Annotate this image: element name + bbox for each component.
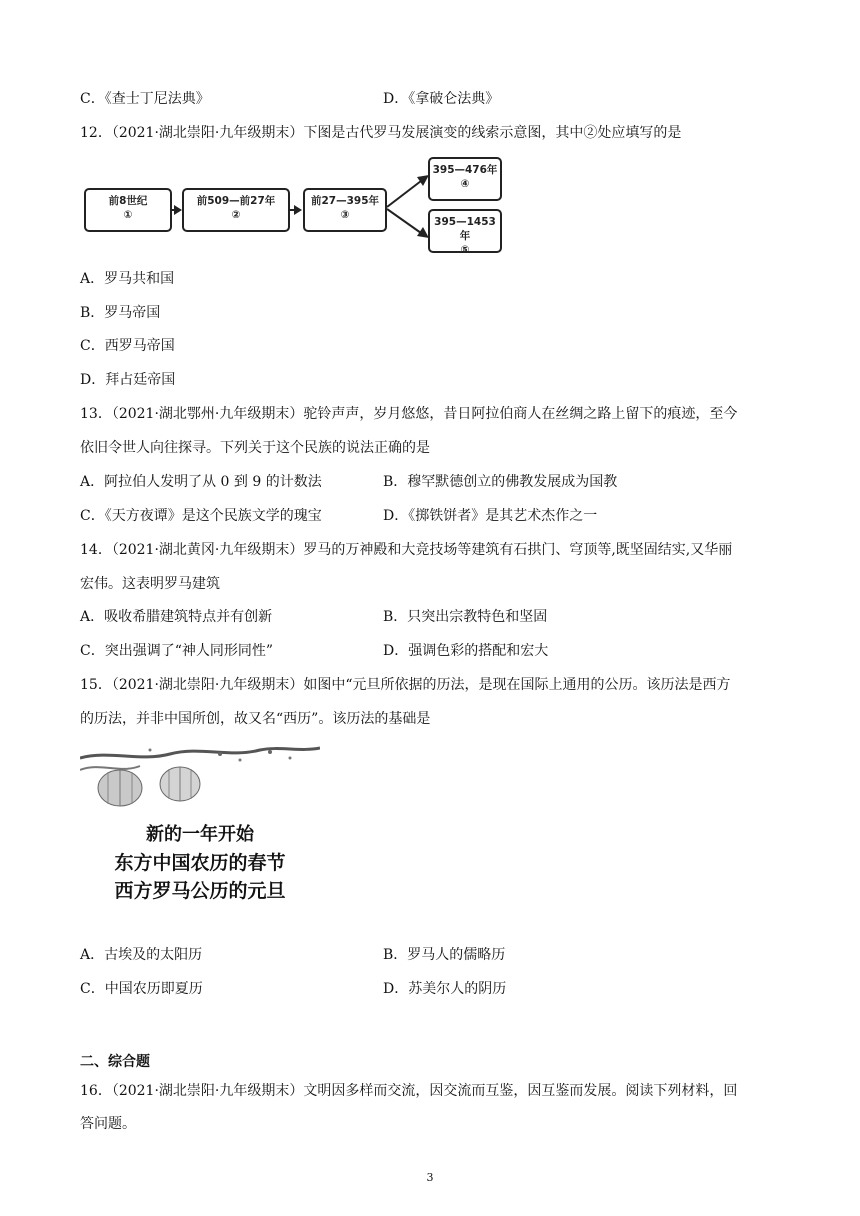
timeline-box-5-period: 395—1453年 — [434, 216, 496, 242]
q14-stem-line2: 宏伟。这表明罗马建筑 — [80, 576, 220, 592]
timeline-arrow-2-head — [294, 205, 302, 215]
timeline-branch-arrows — [387, 170, 431, 244]
q13-option-c: C．《天方夜谭》是这个民族文学的瑰宝 — [80, 508, 322, 524]
q12-option-b: B．罗马帝国 — [80, 305, 161, 321]
q14-option-b: B．只突出宗教特色和坚固 — [383, 609, 548, 625]
timeline-box-3-marker: ③ — [340, 209, 350, 221]
picture-caption-line1: 新的一年开始 — [146, 824, 254, 845]
timeline-box-2-marker: ② — [231, 209, 241, 221]
q15-option-a: A．古埃及的太阳历 — [80, 947, 203, 963]
page-number: 3 — [426, 1171, 434, 1184]
q11-option-d: D．《拿破仑法典》 — [383, 91, 500, 107]
q16-stem-line2: 答问题。 — [80, 1116, 136, 1132]
timeline-box-3 — [303, 188, 387, 232]
section-title: 二、综合题 — [80, 1054, 150, 1070]
q15-option-d: D．苏美尔人的阴历 — [383, 981, 507, 997]
timeline-arrow-1-head — [174, 205, 182, 215]
timeline-box-2 — [182, 188, 290, 232]
q14-option-a: A．吸收希腊建筑特点并有创新 — [80, 609, 273, 625]
q15-stem-line2: 的历法，并非中国所创，故又名“西历”。该历法的基础是 — [80, 711, 431, 727]
q14-option-d: D．强调色彩的搭配和宏大 — [383, 643, 549, 659]
timeline-box-1 — [84, 188, 172, 232]
new-year-picture — [80, 740, 320, 910]
q15-stem-line1: 15．（2021·湖北崇阳·九年级期末）如图中“元旦所依据的历法，是现在国际上通用的公历。该历法是西方 — [80, 677, 731, 693]
timeline-box-4-period: 395—476年 — [432, 164, 498, 176]
q14-option-c: C．突出强调了“神人同形同性” — [80, 643, 274, 659]
q16-stem-line1: 16．（2021·湖北崇阳·九年级期末）文明因多样而交流，因交流而互鉴，因互鉴而发展。阅读下列材料，回 — [80, 1083, 738, 1099]
picture-caption-line3: 西方罗马公历的元旦 — [114, 880, 286, 902]
q13-stem-line1: 13．（2021·湖北鄂州·九年级期末）驼铃声声，岁月悠悠，昔日阿拉伯商人在丝绸之路上留下的痕迹，至今 — [80, 406, 738, 422]
q12-option-c: C．西罗马帝国 — [80, 338, 175, 354]
timeline-box-3-period: 前27—395年 — [310, 195, 380, 207]
timeline-box-2-period: 前509—前27年 — [196, 195, 276, 207]
timeline-box-4 — [428, 157, 502, 201]
q15-option-b: B．罗马人的儒略历 — [383, 947, 506, 963]
q15-option-c: C．中国农历即夏历 — [80, 981, 203, 997]
picture-caption-line2: 东方中国农历的春节 — [114, 852, 286, 874]
q13-option-a: A．阿拉伯人发明了从 0 到 9 的计数法 — [80, 474, 322, 490]
timeline-box-4-marker: ④ — [460, 178, 470, 190]
q13-option-b: B．穆罕默德创立的佛教发展成为国教 — [383, 474, 618, 490]
q13-option-d: D．《掷铁饼者》是其艺术杰作之一 — [383, 508, 598, 524]
lantern-branch-illustration — [80, 740, 320, 810]
timeline-box-1-marker: ① — [123, 209, 133, 221]
timeline-box-5 — [428, 209, 502, 256]
q13-stem-line2: 依旧令世人向往探寻。下列关于这个民族的说法正确的是 — [80, 440, 430, 456]
q12-option-a: A．罗马共和国 — [80, 271, 175, 287]
q14-stem-line1: 14．（2021·湖北黄冈·九年级期末）罗马的万神殿和大竞技场等建筑有石拱门、穹顶等,既坚固结实,又华丽 — [80, 542, 733, 558]
timeline-box-1-period: 前8世纪 — [108, 195, 148, 207]
q12-stem: 12．（2021·湖北崇阳·九年级期末）下图是古代罗马发展演变的线索示意图，其中②处应填写的是 — [80, 125, 682, 141]
q12-option-d: D．拜占廷帝国 — [80, 372, 176, 388]
q11-option-c: C．《查士丁尼法典》 — [80, 91, 210, 107]
timeline-box-5-marker: ⑤ — [460, 244, 470, 256]
